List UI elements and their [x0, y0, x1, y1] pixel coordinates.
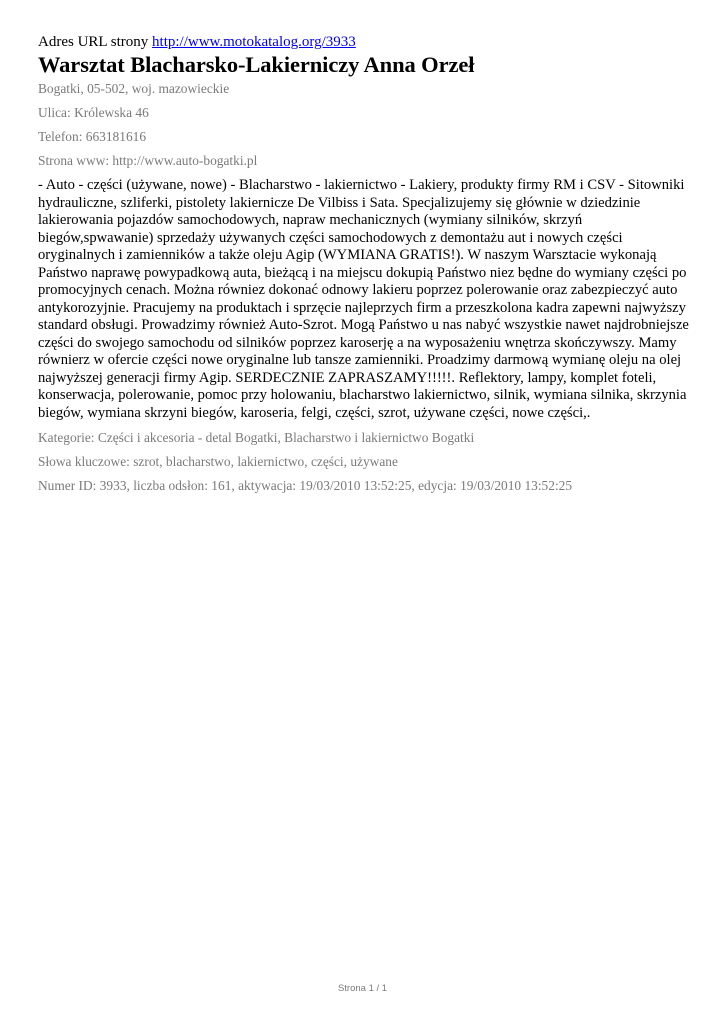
listing-street: Ulica: Królewska 46	[38, 105, 149, 120]
listing-keywords: Słowa kluczowe: szrot, blacharstwo, lakiernictwo, części, używane	[38, 454, 398, 469]
page-number-footer: Strona 1 / 1	[337, 983, 388, 994]
listing-phone: Telefon: 663181616	[38, 129, 147, 144]
listing-address: Bogatki, 05-502, woj. mazowieckie	[38, 81, 230, 96]
source-url-line	[38, 33, 690, 51]
listing-website: Strona www: http://www.auto-bogatki.pl	[38, 153, 258, 168]
url-prefix: Adres URL strony	[38, 34, 149, 50]
listing-description: - Auto - części (używane, nowe) - Blacharstwo - lakiernictwo - Lakiery, produkty firmy RM i CSV - Sitowniki hydrauliczne, szliferki, pistolety lakiernicze De Vilbiss i Sata. Specjalizujemy się głównie w dziedzinie lakierowania pojazdów samochodowych, napraw mechanicznych (wymiany silników, skrzyń biegów,spwawanie) sprzedaży używanych części samochodowych z demontażu aut i nowych części oryginalnych i zamienników a także oleju Agip (WYMIANA GRATIS!). W naszym Warsztacie wykonają Państwo naprawę powypadkową auta, bieżącą i na miejscu dokupią Państwo niez będne do wymiany części po promocyjnych cenach. Można równiez dokonać odnowy lakieru poprzez polerowanie oraz zabezpieczyć auto antykorozyjnie. Pracujemy na produktach i sprzęcie najleprzych firm a przeszkolona kadra zapewni najwyższy standard obsługi. Prowadzimy również Auto-Szrot. Mogą Państwo u nas nabyć wszystkie nawet najdrobniejsze części do swojego samochodu od silników poprzez karoserję a na wyposażeniu wnętrza skończywszy. Mamy równierz w ofercie części nowe oryginalne lub tansze zamienniki. Proadzimy darmową wymianę oleju na olej najwyższej generacji firmy Agip. SERDECZNIE ZAPRASZAMY!!!!!. Reflektory, lampy, komplet foteli, konserwacja, polerowanie, pomoc przy holowaniu, blacharstwo lakiernictwo, silnik, wymiana silnika, skrzynia biegów, wymiana skrzyni biegów, karoseria, felgi, części, szrot, używane części, nowe części,.	[38, 177, 689, 421]
listing-title: Warsztat Blacharsko-Lakierniczy Anna Orzeł	[38, 52, 475, 77]
listing-ids: Numer ID: 3933, liczba odsłon: 161, aktywacja: 19/03/2010 13:52:25, edycja: 19/03/2010 13:52:25	[38, 478, 573, 493]
listing-categories: Kategorie: Części i akcesoria - detal Bogatki, Blacharstwo i lakiernictwo Bogatki	[38, 430, 475, 445]
source-url-link[interactable]: http://www.motokatalog.org/3933	[152, 34, 356, 50]
document-page	[38, 33, 690, 494]
